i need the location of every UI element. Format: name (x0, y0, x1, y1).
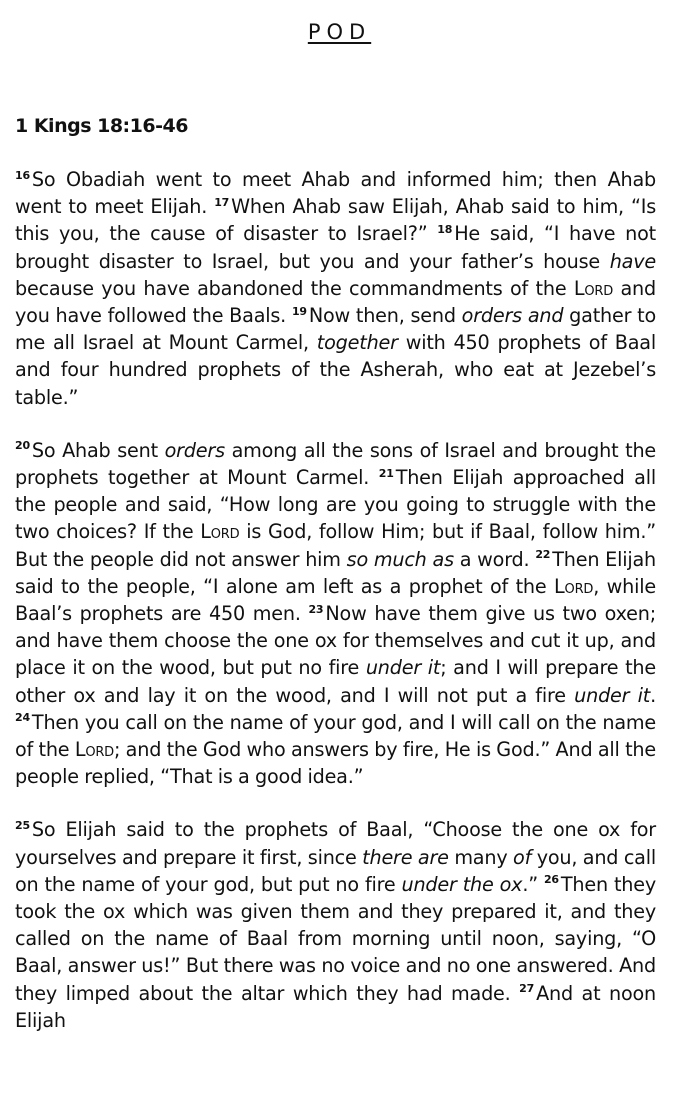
verse-number: 26 (543, 873, 559, 887)
paragraph (15, 437, 656, 791)
small-caps-text: Lord (573, 276, 614, 300)
verse-text: gather to me all Israel at Mount Carmel, (15, 304, 656, 355)
verse-text: many (448, 845, 514, 869)
verse-number: 21 (378, 466, 394, 480)
verse-number: 20 (15, 439, 30, 453)
italic-text: together (316, 331, 398, 355)
verse-number: 17 (214, 195, 230, 209)
scripture-body (15, 166, 656, 1060)
paragraph (15, 816, 656, 1034)
verse-text: and you have followed the Baals. (15, 276, 656, 328)
verse-text: ; and the God who answers by fire, He is God.” And all the people replied, “That is a good idea.” (15, 738, 656, 789)
italic-text: under it (365, 656, 441, 680)
small-caps-text: Lord (554, 574, 594, 598)
verse-text: ; and I will prepare the other ox and lay it on the wood, and I will not put a fire (15, 656, 656, 707)
verse-text: So Obadiah went to meet Ahab and informed him; then Ahab went to meet Elijah. (15, 168, 656, 219)
verse-text: Then Elijah said to the people, “I alone am left as a prophet of the (15, 547, 656, 598)
verse-number: 19 (291, 304, 307, 318)
verse-text: , while Baal’s prophets are 450 men. (15, 574, 656, 626)
italic-text: of (513, 845, 532, 869)
verse-text: because you have abandoned the commandments of the (15, 276, 574, 300)
verse-number: 22 (535, 548, 551, 562)
page-title: POD (307, 20, 372, 44)
verse-text: Then they took the ox which was given them and they prepared it, and they called on the name of Baal from morning until noon, saying, “O Baal, answer us!” But there was no voice and no one answered. And they limped about the altar which they had made. (15, 872, 656, 1005)
verse-text: Then you call on the name of your god, and I will call on the name of the (15, 710, 656, 762)
italic-text: have (609, 249, 656, 273)
verse-number: 25 (15, 819, 30, 833)
paragraph (15, 166, 656, 411)
italic-text: orders (164, 438, 225, 462)
italic-text: so much as (346, 547, 454, 571)
small-caps-text: Lord (200, 520, 240, 544)
italic-text: orders and (461, 304, 564, 328)
verse-text: .” (522, 872, 544, 896)
verse-text: And at noon Elijah (15, 981, 657, 1032)
verse-text: Then Elijah approached all the people and said, “How long are you going to struggle with the two choices? If the (15, 466, 656, 544)
verse-text: When Ahab saw Elijah, Ahab said to him, “Is this you, the cause of disaster to Israel?” (15, 195, 656, 246)
verse-number: 24 (15, 711, 30, 725)
verse-number: 23 (308, 602, 324, 616)
verse-number: 18 (437, 223, 453, 237)
italic-text: there are (362, 845, 449, 869)
verse-text: . (650, 683, 656, 707)
verse-text: He said, “I have not brought disaster to Israel, but you and your father’s house (15, 222, 656, 273)
verse-text: Now have them give us two oxen; and have them choose the one ox for themselves and cut it up, and place it on the wood, but put no fire (15, 602, 656, 680)
verse-text: a word. (453, 547, 536, 571)
verse-text: you, and call on the name of your god, but put no fire (15, 845, 657, 896)
verse-text: So Elijah said to the prophets of Baal, “Choose the one ox for yourselves and prepare it first, since (15, 818, 656, 869)
italic-text: under it (574, 683, 651, 707)
verse-text: with 450 prophets of Baal and four hundred prophets of the Asherah, who eat at Jezebel’s table.” (15, 331, 656, 409)
scripture-reference: 1 Kings 18:16-46 (15, 115, 188, 137)
small-caps-text: Lord (74, 738, 114, 762)
verse-text: is God, follow Him; but if Baal, follow him.” But the people did not answer him (15, 520, 657, 571)
verse-text: So Ahab sent (31, 438, 165, 462)
verse-text: among all the sons of Israel and brought the prophets together at Mount Carmel. (15, 438, 657, 490)
verse-number: 16 (15, 168, 30, 182)
italic-text: under the ox (401, 872, 523, 896)
verse-text: Now then, send (308, 304, 462, 328)
verse-number: 27 (519, 982, 535, 996)
